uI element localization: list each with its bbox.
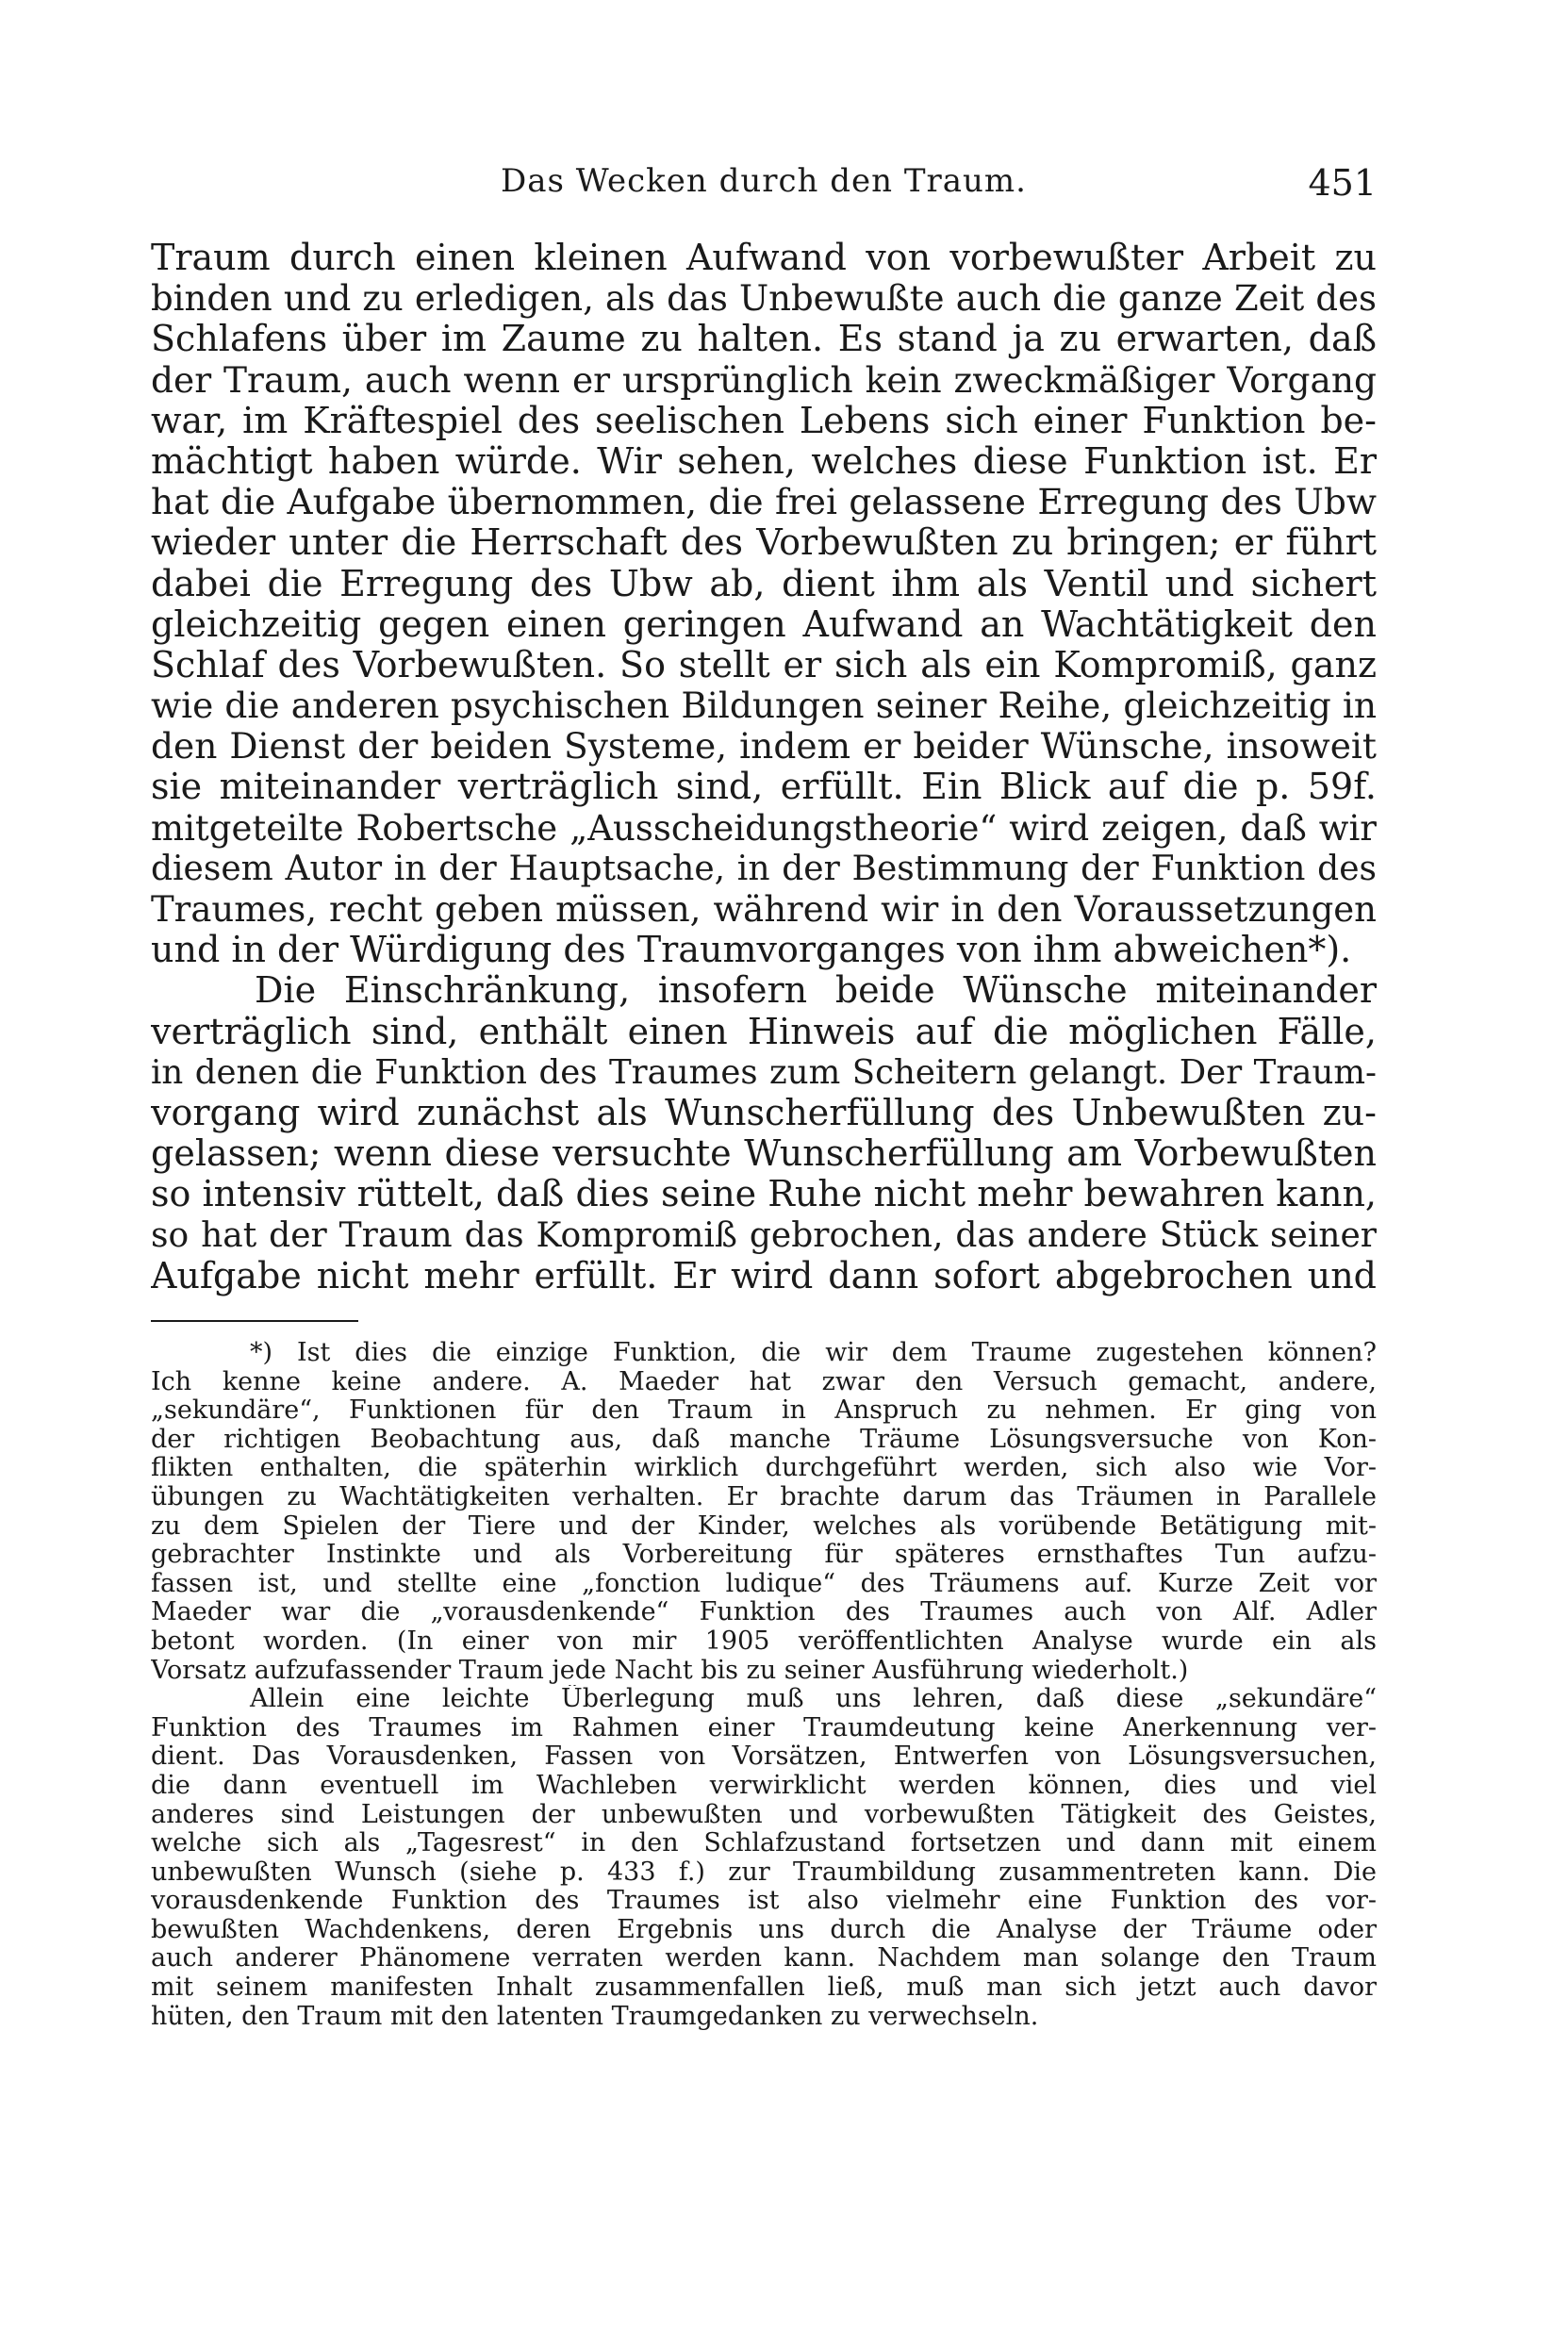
page-number: 451: [1308, 162, 1377, 204]
footnote-line: gebrachter Instinkte und als Vorbereitung für späteres ernsthaftes Tun aufzu-: [151, 1541, 1377, 1570]
footnote-line: auch anderer Phänomene verraten werden kann. Nachdem man solange den Traum: [151, 1944, 1377, 1973]
text-line: wie die anderen psychischen Bildungen seiner Reihe, gleichzeitig in: [151, 685, 1377, 727]
footnote-line: betont worden. (In einer von mir 1905 veröffentlichten Analyse wurde ein als: [151, 1626, 1377, 1656]
text-line: gleichzeitig gegen einen geringen Aufwand an Wachtätigkeit den: [151, 603, 1377, 645]
footnote-line: Vorsatz aufzufassender Traum jede Nacht bis zu seiner Ausführung wiederholt.): [151, 1656, 1189, 1685]
footnote-line: *) Ist dies die einzige Funktion, die wir dem Traume zugestehen können?: [250, 1339, 1377, 1367]
text-line: in denen die Funktion des Traumes zum Scheitern gelangt. Der Traum-: [151, 1052, 1377, 1092]
text-line: Aufgabe nicht mehr erfüllt. Er wird dann sofort abgebrochen und: [151, 1255, 1377, 1296]
footnote-line: hüten, den Traum mit den latenten Traumgedanken zu verwechseln.: [151, 2002, 1039, 2031]
text-line: mächtigt haben würde. Wir sehen, welches diese Funktion ist. Er: [151, 440, 1377, 482]
running-head: [151, 162, 1377, 209]
running-title: Das Wecken durch den Traum.: [501, 162, 1027, 200]
footnote-line: der richtigen Beobachtung aus, daß manche Träume Lösungsversuche von Kon-: [151, 1425, 1377, 1454]
footnote-rule: [151, 1320, 358, 1322]
footnote-line: Funktion des Traumes im Rahmen einer Traumdeutung keine Anerkennung ver-: [151, 1713, 1377, 1742]
text-line: dabei die Erregung des Ubw ab, dient ihm als Ventil und sichert: [151, 563, 1377, 604]
footnote-line: mit seinem manifesten Inhalt zusammenfallen ließ, muß man sich jetzt auch davor: [151, 1973, 1377, 2003]
footnote-line: die dann eventuell im Wachleben verwirklicht werden können, dies und viel: [151, 1771, 1377, 1800]
footnote-line: dient. Das Vorausdenken, Fassen von Vorsätzen, Entwerfen von Lösungsversuchen,: [151, 1742, 1377, 1772]
footnote: [151, 1339, 1377, 2031]
text-line: vorgang wird zunächst als Wunscherfüllung des Unbewußten zu-: [151, 1092, 1377, 1133]
text-line: verträglich sind, enthält einen Hinweis auf die möglichen Fälle,: [151, 1011, 1377, 1052]
footnote-line: Allein eine leichte Überlegung muß uns lehren, daß diese „sekundäre“: [250, 1685, 1377, 1714]
text-line: so intensiv rüttelt, daß dies seine Ruhe nicht mehr bewahren kann,: [151, 1174, 1377, 1215]
text-line: diesem Autor in der Hauptsache, in der Bestimmung der Funktion des: [151, 849, 1377, 888]
text-line: mitgeteilte Robertsche „Ausscheidungstheorie“ wird zeigen, daß wir: [151, 807, 1377, 849]
footnote-line: „sekundäre“, Funktionen für den Traum in Anspruch zu nehmen. Er ging von: [151, 1396, 1377, 1426]
text-line: binden und zu erledigen, als das Unbewußte auch die ganze Zeit des: [151, 278, 1377, 320]
text-line: gelassen; wenn diese versuchte Wunscherfüllung am Vorbewußten: [151, 1133, 1377, 1175]
main-text: [151, 238, 1377, 1296]
text-line: wieder unter die Herrschaft des Vorbewußten zu bringen; er führt: [151, 522, 1377, 564]
text-line: hat die Aufgabe übernommen, die frei gelassene Erregung des Ubw: [151, 482, 1377, 523]
text-line: der Traum, auch wenn er ursprünglich kein zweckmäßiger Vorgang: [151, 359, 1377, 401]
text-line: den Dienst der beiden Systeme, indem er beider Wünsche, insoweit: [151, 726, 1377, 768]
text-line: Traum durch einen kleinen Aufwand von vorbewußter Arbeit zu: [151, 238, 1377, 278]
footnote-line: bewußten Wachdenkens, deren Ergebnis uns durch die Analyse der Träume oder: [151, 1915, 1377, 1944]
footnote-line: welche sich als „Tagesrest“ in den Schlafzustand fortsetzen und dann mit einem: [151, 1829, 1377, 1858]
text-line: Traumes, recht geben müssen, während wir in den Voraussetzungen: [151, 889, 1377, 930]
text-line: Schlaf des Vorbewußten. So stellt er sich als ein Kompromiß, ganz: [151, 644, 1377, 685]
footnote-line: unbewußten Wunsch (siehe p. 433 f.) zur Traumbildung zusammentreten kann. Die: [151, 1857, 1377, 1887]
text-line: Die Einschränkung, insofern beide Wünsche miteinander: [255, 970, 1377, 1012]
footnote-line: Ich kenne keine andere. A. Maeder hat zwar den Versuch gemacht, andere,: [151, 1367, 1377, 1396]
footnote-line: zu dem Spielen der Tiere und der Kinder, welches als vorübende Betätigung mit-: [151, 1511, 1377, 1541]
text-line: Schlafens über im Zaume zu halten. Es stand ja zu erwarten, daß: [151, 319, 1377, 360]
footnote-line: flikten enthalten, die späterhin wirklich durchgeführt werden, sich also wie Vor-: [151, 1454, 1377, 1483]
text-line: war, im Kräftespiel des seelischen Lebens sich einer Funktion be-: [151, 400, 1377, 441]
footnote-line: fassen ist, und stellte eine „fonction ludique“ des Träumens auf. Kurze Zeit vor: [151, 1569, 1377, 1598]
footnote-line: Maeder war die „vorausdenkende“ Funktion des Traumes auch von Alf. Adler: [151, 1598, 1377, 1627]
text-line: sie miteinander verträglich sind, erfüllt. Ein Blick auf die p. 59f.: [151, 767, 1377, 808]
text-line: und in der Würdigung des Traumvorganges von ihm abweichen*).: [151, 930, 1352, 971]
footnote-line: übungen zu Wachtätigkeiten verhalten. Er brachte darum das Träumen in Parallele: [151, 1482, 1377, 1511]
text-line: so hat der Traum das Kompromiß gebrochen, das andere Stück seiner: [151, 1215, 1377, 1255]
footnote-line: anderes sind Leistungen der unbewußten und vorbewußten Tätigkeit des Geistes,: [151, 1800, 1377, 1829]
footnote-line: vorausdenkende Funktion des Traumes ist also vielmehr eine Funktion des vor-: [151, 1887, 1377, 1916]
